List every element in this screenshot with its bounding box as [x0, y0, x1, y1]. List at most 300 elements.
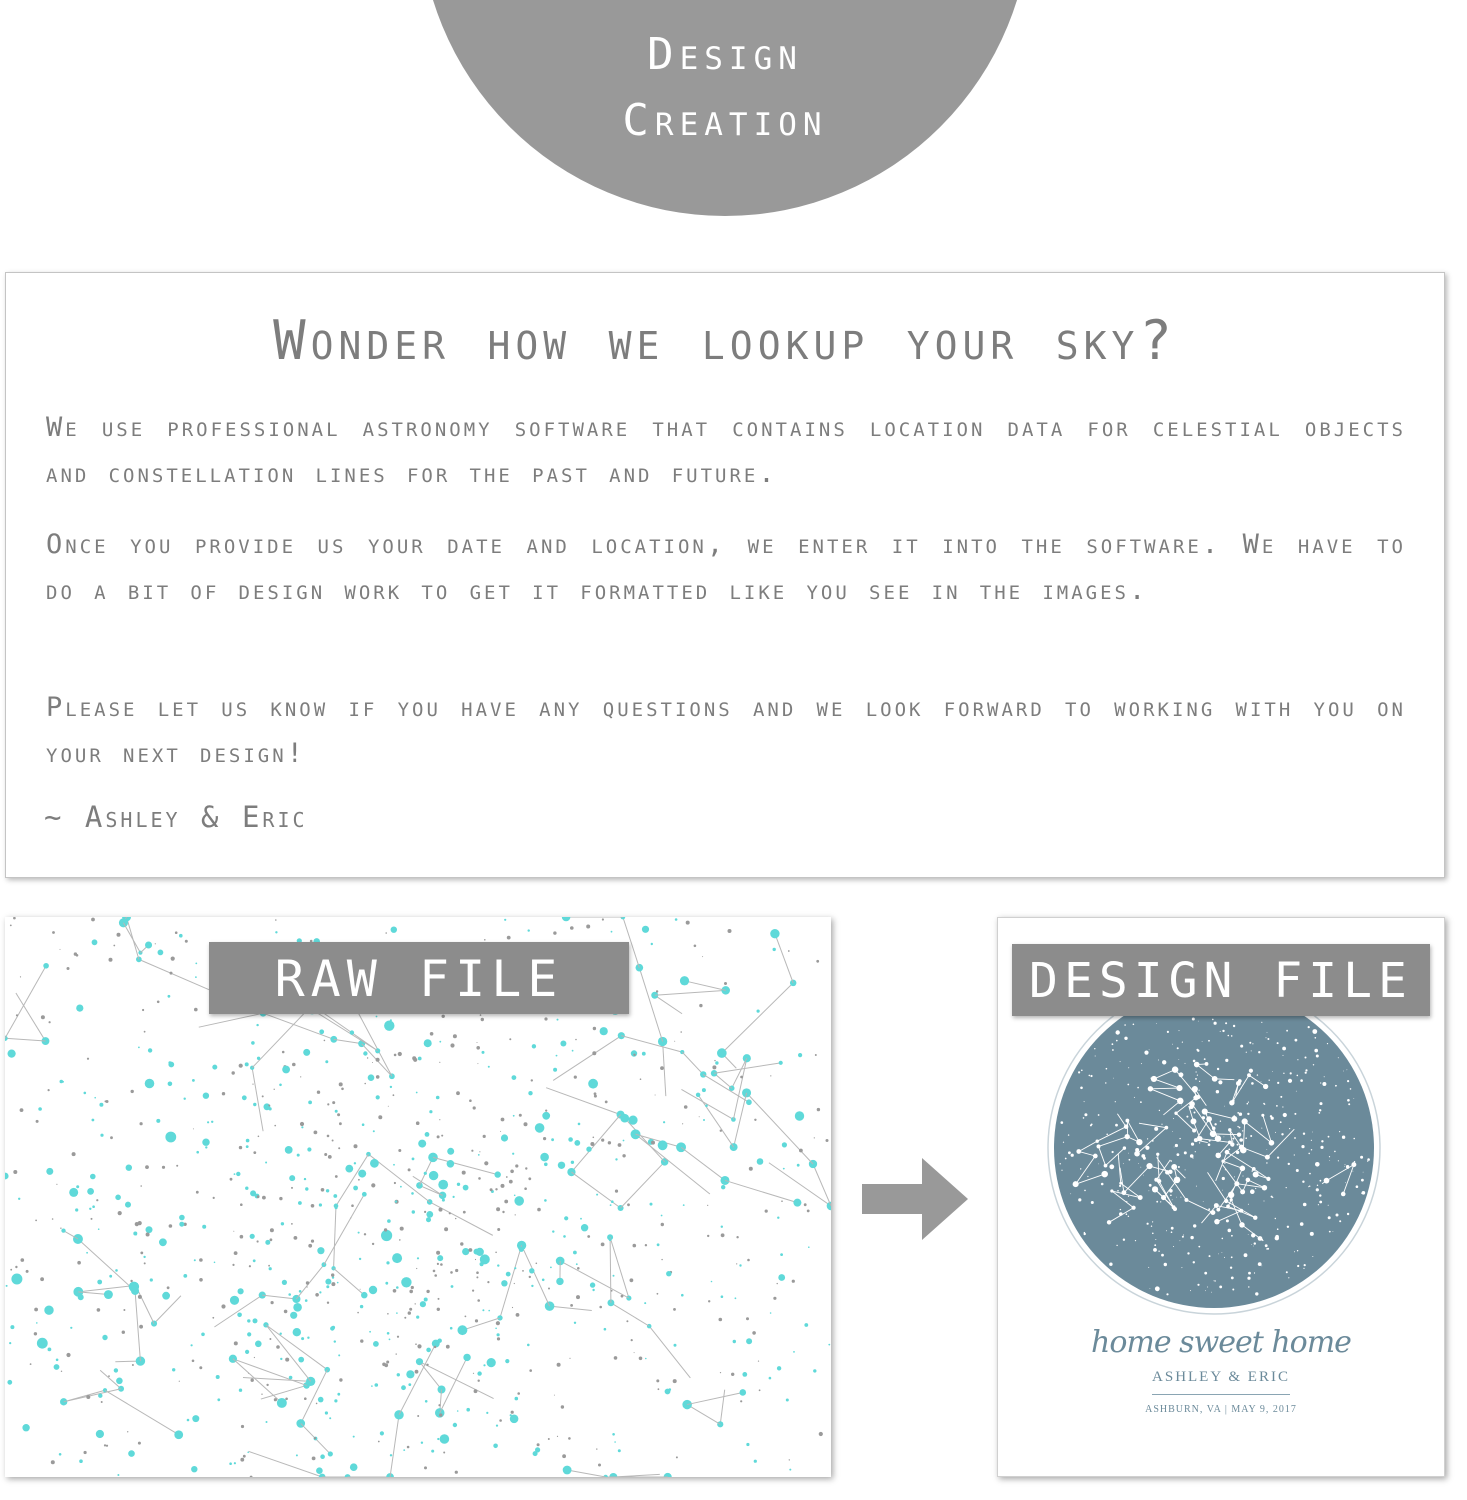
star — [553, 931, 556, 934]
star — [335, 1175, 338, 1178]
star — [469, 1099, 472, 1102]
star — [1248, 1272, 1251, 1275]
star — [1118, 1158, 1119, 1159]
star — [239, 1146, 242, 1149]
star — [411, 1286, 414, 1289]
star — [481, 1018, 484, 1021]
star — [269, 1338, 271, 1340]
star — [1277, 1157, 1279, 1159]
star — [815, 1054, 817, 1056]
constellation-line — [139, 959, 213, 991]
star — [388, 1106, 389, 1107]
star — [517, 1392, 520, 1395]
star — [285, 1398, 288, 1401]
star — [185, 940, 188, 943]
star — [1084, 1232, 1085, 1233]
star — [1343, 1071, 1344, 1072]
star — [680, 1031, 682, 1033]
star — [463, 1211, 466, 1214]
star — [396, 1353, 397, 1354]
star — [162, 1292, 170, 1300]
star — [633, 1244, 637, 1248]
star — [1224, 1257, 1225, 1258]
star — [519, 1247, 524, 1252]
star — [337, 1393, 340, 1396]
star — [556, 1055, 558, 1057]
signature: ~ Ashley & Eric — [44, 800, 308, 834]
star — [393, 1289, 397, 1293]
star — [1267, 1038, 1269, 1040]
star — [1060, 1163, 1061, 1164]
star — [393, 1094, 395, 1096]
star — [1152, 1233, 1154, 1235]
star — [1216, 1208, 1220, 1212]
star — [655, 1095, 656, 1096]
star — [424, 1039, 432, 1047]
star — [376, 1095, 380, 1099]
star — [486, 1412, 488, 1414]
star — [1216, 1153, 1217, 1154]
star — [1150, 1288, 1151, 1289]
star — [1297, 1265, 1299, 1267]
star — [711, 1281, 713, 1283]
constellation-line — [714, 1063, 781, 1073]
star — [447, 1160, 455, 1168]
star — [195, 963, 197, 965]
star — [104, 1290, 113, 1299]
star — [1303, 1268, 1304, 1269]
star — [542, 1112, 550, 1120]
constellation-line — [687, 1405, 720, 1425]
constellation-line — [78, 1239, 135, 1291]
star — [369, 1286, 377, 1294]
star — [488, 1310, 490, 1312]
star — [392, 1253, 402, 1263]
star — [463, 1354, 470, 1361]
star — [1283, 1113, 1287, 1117]
star — [253, 1318, 258, 1323]
star — [317, 1247, 324, 1254]
star — [89, 1208, 91, 1210]
star — [1303, 1203, 1307, 1207]
star — [44, 1306, 53, 1315]
star — [578, 1123, 581, 1126]
star — [329, 1417, 331, 1419]
star — [611, 1200, 614, 1203]
star — [1320, 1180, 1322, 1182]
star — [350, 1463, 358, 1471]
star — [439, 1208, 443, 1212]
star — [568, 1137, 573, 1142]
header-title-line-1: Design — [647, 29, 803, 80]
star — [1324, 1178, 1330, 1184]
star — [291, 1187, 293, 1189]
star — [488, 1066, 490, 1068]
star — [195, 976, 197, 978]
star — [480, 1014, 482, 1016]
star — [600, 1027, 608, 1035]
constellation-line — [621, 1036, 682, 1052]
star — [214, 1262, 216, 1264]
star — [212, 1317, 214, 1319]
star — [1152, 1221, 1153, 1222]
star — [179, 1381, 180, 1382]
star — [307, 1286, 308, 1287]
star — [145, 1165, 149, 1169]
star — [264, 1103, 271, 1110]
star — [558, 1162, 565, 1169]
constellation-line — [105, 1390, 179, 1434]
star — [528, 929, 530, 931]
star — [476, 1271, 479, 1274]
star — [1242, 1130, 1243, 1131]
star — [429, 1110, 432, 1113]
star — [207, 1121, 209, 1123]
constellation-line — [334, 1039, 362, 1043]
star — [373, 1130, 375, 1132]
star — [758, 1361, 759, 1362]
star — [230, 1296, 239, 1305]
star — [1177, 1153, 1180, 1156]
constellation-line — [732, 1058, 747, 1088]
constellation-line — [775, 934, 793, 983]
star — [350, 1217, 351, 1218]
star — [426, 1211, 433, 1218]
star — [37, 1338, 48, 1349]
star — [391, 927, 397, 933]
star — [496, 1207, 500, 1211]
star — [1162, 1060, 1166, 1064]
star — [1248, 1286, 1249, 1287]
design-file-image — [997, 917, 1445, 1477]
star — [1222, 1177, 1225, 1180]
star — [420, 1301, 426, 1307]
star — [289, 1376, 293, 1380]
star — [1065, 1158, 1067, 1160]
star — [333, 1194, 337, 1198]
star — [211, 1121, 213, 1123]
star — [403, 1449, 405, 1451]
poster-details: ASHBURN, VA | MAY 9, 2017 — [1145, 1404, 1297, 1415]
star — [1295, 1039, 1298, 1042]
star — [1202, 1041, 1203, 1042]
star — [1168, 1170, 1172, 1174]
constellation-line — [336, 1154, 368, 1206]
star — [216, 1375, 220, 1379]
constellation-line — [722, 983, 793, 1053]
star — [1336, 1214, 1339, 1217]
star — [305, 1187, 308, 1190]
star — [34, 1308, 38, 1312]
star — [1232, 1289, 1234, 1291]
star — [540, 1153, 549, 1162]
star — [1173, 1118, 1174, 1119]
star — [1328, 1216, 1331, 1219]
star — [384, 1021, 394, 1031]
star — [30, 1363, 32, 1365]
star — [783, 1168, 785, 1170]
star — [46, 1168, 53, 1175]
star — [325, 1060, 328, 1063]
star — [192, 1360, 195, 1363]
star — [1154, 1244, 1156, 1246]
star — [385, 932, 387, 934]
star — [1261, 1114, 1264, 1117]
star — [1312, 1029, 1317, 1034]
star — [1121, 1176, 1122, 1177]
star — [437, 1135, 440, 1138]
star — [115, 1195, 121, 1201]
star — [274, 1089, 275, 1090]
star — [1123, 1239, 1125, 1241]
star — [338, 1354, 340, 1356]
constellation-line — [725, 1180, 797, 1202]
star — [327, 1302, 329, 1304]
star — [6, 1285, 8, 1287]
star — [478, 1380, 480, 1382]
star — [1239, 1113, 1242, 1116]
star — [122, 1331, 125, 1334]
star — [114, 1368, 118, 1372]
star — [778, 1274, 785, 1281]
star — [1144, 1051, 1148, 1055]
star — [212, 1065, 217, 1070]
star — [1193, 1261, 1195, 1263]
star — [1090, 1075, 1092, 1077]
star — [1133, 1024, 1135, 1026]
star — [412, 1158, 415, 1161]
star — [276, 1345, 280, 1349]
star — [634, 1352, 635, 1353]
star — [199, 1258, 203, 1262]
star — [1294, 1137, 1296, 1139]
star — [1106, 1068, 1108, 1070]
constellation-line — [546, 1088, 620, 1115]
star — [128, 1450, 135, 1457]
constellation-line — [625, 1118, 665, 1162]
star — [1361, 1193, 1362, 1194]
star — [222, 1092, 225, 1095]
star — [1305, 1057, 1307, 1059]
star — [1277, 1042, 1279, 1044]
star — [378, 1441, 380, 1443]
star — [642, 1052, 646, 1056]
star — [466, 1408, 470, 1412]
star — [683, 1204, 685, 1206]
star — [1175, 1144, 1178, 1147]
star — [430, 1032, 434, 1036]
star — [496, 1425, 498, 1427]
star — [1305, 1072, 1307, 1074]
star — [1112, 1151, 1114, 1153]
star — [418, 1057, 422, 1061]
star — [424, 1211, 426, 1213]
star — [1191, 1143, 1194, 1146]
star — [666, 1271, 671, 1276]
star — [123, 1309, 125, 1311]
star — [428, 1153, 438, 1163]
star — [612, 1433, 615, 1436]
star — [372, 1243, 374, 1245]
star — [339, 1122, 342, 1125]
star — [548, 1438, 550, 1440]
star — [66, 1353, 70, 1357]
arrow-right-icon — [862, 1158, 968, 1240]
star — [416, 1121, 420, 1125]
star — [1350, 1088, 1352, 1090]
star — [1346, 1165, 1349, 1168]
star — [334, 1399, 337, 1402]
star — [1271, 1196, 1273, 1198]
star — [1254, 1242, 1256, 1244]
star — [426, 1348, 431, 1353]
star — [1094, 1048, 1095, 1049]
star — [1210, 1210, 1215, 1215]
star — [1236, 1151, 1239, 1154]
star — [1231, 1256, 1233, 1258]
star — [345, 1165, 353, 1173]
star — [331, 1273, 334, 1276]
star — [237, 1313, 242, 1318]
star — [1310, 1232, 1314, 1236]
star — [594, 1092, 597, 1095]
star — [1070, 1193, 1071, 1194]
star — [404, 1317, 406, 1319]
star — [719, 1318, 723, 1322]
star — [1117, 1190, 1119, 1192]
star — [630, 1278, 634, 1282]
star — [736, 1263, 737, 1264]
star — [337, 1282, 339, 1284]
star — [505, 1359, 509, 1363]
star — [752, 1331, 756, 1335]
star — [455, 1471, 458, 1474]
star — [70, 1327, 72, 1329]
constellation-line — [611, 1303, 649, 1326]
star — [1135, 1148, 1139, 1152]
star — [415, 1303, 416, 1304]
star — [92, 939, 98, 945]
star — [98, 1228, 100, 1230]
star — [564, 1216, 568, 1220]
star — [614, 1441, 616, 1443]
star — [36, 1120, 39, 1123]
star — [1206, 1114, 1207, 1115]
star — [759, 1389, 761, 1391]
star — [1129, 1159, 1131, 1161]
star — [497, 1264, 499, 1266]
star — [569, 1358, 570, 1359]
star — [294, 1236, 298, 1240]
star — [1224, 1163, 1225, 1164]
star — [1177, 1098, 1183, 1104]
star — [712, 1065, 716, 1069]
star — [656, 1379, 659, 1382]
star — [439, 1062, 440, 1063]
star — [721, 1185, 725, 1189]
star — [1091, 1201, 1094, 1204]
star — [1248, 1204, 1249, 1205]
star — [48, 1348, 52, 1352]
star — [674, 1041, 675, 1042]
star — [1231, 1035, 1233, 1037]
star — [507, 936, 511, 940]
star — [1317, 1185, 1318, 1186]
star — [473, 1373, 474, 1374]
star — [298, 1201, 302, 1205]
star — [1261, 1128, 1262, 1129]
star — [148, 1048, 152, 1052]
star — [135, 1234, 137, 1236]
star — [1258, 1051, 1260, 1053]
star — [781, 1200, 783, 1202]
star — [97, 1280, 102, 1285]
star — [126, 1165, 132, 1171]
star — [386, 1261, 389, 1264]
star — [602, 918, 604, 920]
poster-caption — [998, 1323, 1444, 1417]
star — [626, 1320, 628, 1322]
star — [1148, 1267, 1149, 1268]
star — [284, 1310, 288, 1314]
star — [1308, 1186, 1309, 1187]
star — [358, 1179, 360, 1181]
star — [398, 1149, 401, 1152]
star — [1137, 1087, 1139, 1089]
star — [622, 1154, 625, 1157]
star — [256, 1024, 258, 1026]
star — [1141, 1154, 1145, 1158]
star — [1158, 1060, 1159, 1061]
star — [320, 1454, 325, 1459]
star — [1143, 1175, 1144, 1176]
star — [1305, 1069, 1307, 1071]
star — [1147, 1223, 1149, 1225]
star — [1216, 1090, 1219, 1093]
star — [1172, 1044, 1173, 1045]
star — [408, 1168, 411, 1171]
star — [1155, 1286, 1160, 1291]
star — [229, 1462, 232, 1465]
star — [91, 918, 95, 922]
star — [609, 1238, 612, 1241]
star — [1280, 1096, 1282, 1098]
star — [1173, 1246, 1174, 1247]
star — [397, 1336, 399, 1338]
star — [281, 1222, 284, 1225]
star — [1195, 1151, 1196, 1152]
star — [798, 1053, 802, 1057]
star — [245, 1350, 249, 1354]
star — [1255, 1188, 1256, 1189]
star — [592, 1289, 594, 1291]
star — [1203, 1201, 1204, 1202]
star — [60, 1080, 64, 1084]
star — [535, 1447, 540, 1452]
star — [270, 1238, 273, 1241]
star — [501, 1118, 505, 1122]
star — [326, 1189, 329, 1192]
star — [196, 1191, 199, 1194]
star — [443, 1452, 445, 1454]
star — [408, 1383, 411, 1386]
star — [257, 1195, 260, 1198]
star — [431, 1450, 434, 1453]
star — [104, 1444, 106, 1446]
star — [596, 1194, 598, 1196]
star — [516, 1313, 520, 1317]
star — [596, 1448, 597, 1449]
